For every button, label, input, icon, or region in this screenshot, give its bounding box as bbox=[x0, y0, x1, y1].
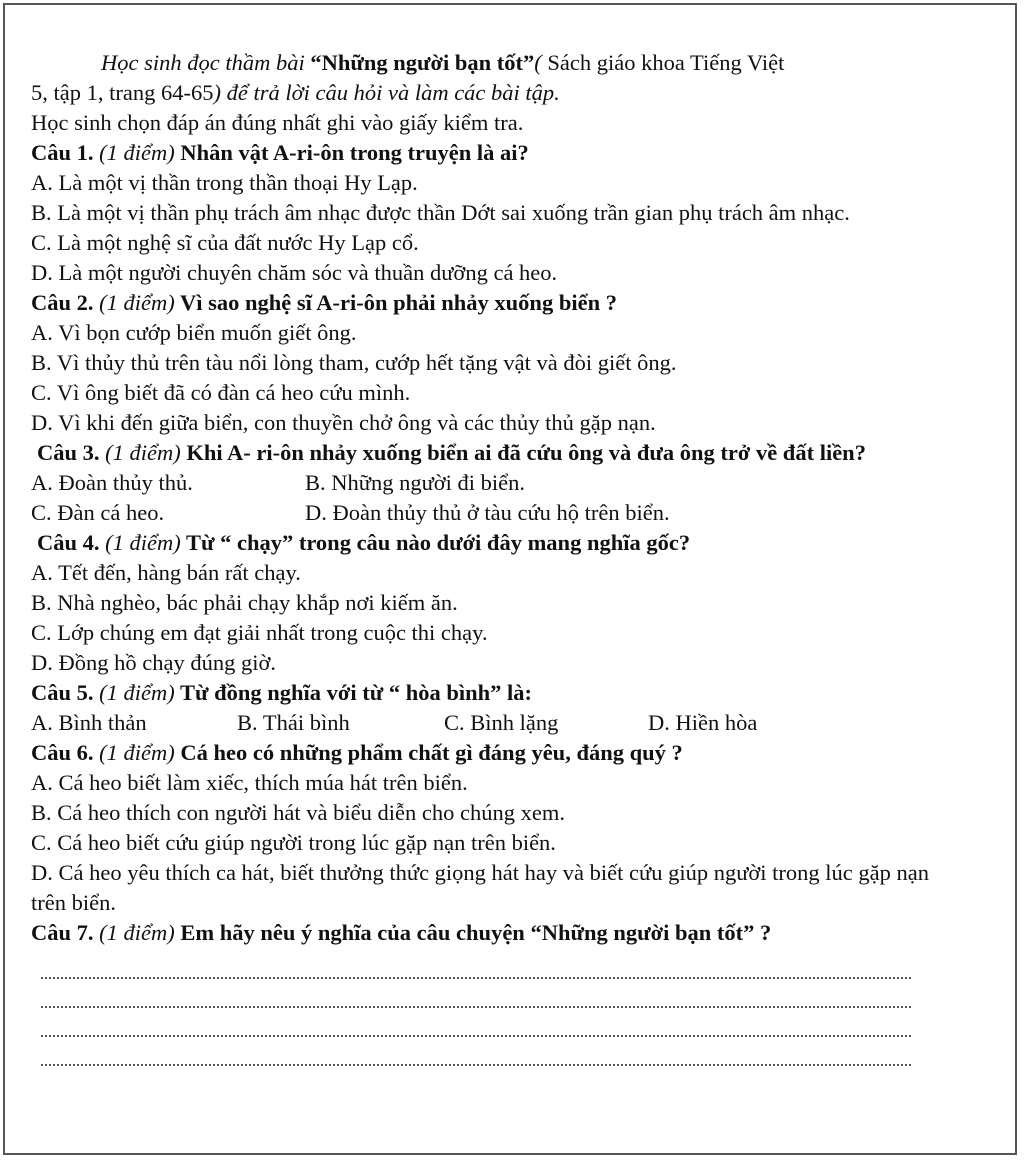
question-points: (1 điểm) bbox=[99, 290, 175, 315]
question-text: Từ đồng nghĩa với từ “ hòa bình” là: bbox=[174, 680, 533, 705]
q5-option-a: A. Bình thản bbox=[31, 710, 147, 735]
intro-line-2 bbox=[31, 78, 931, 108]
question-label: Câu 2. bbox=[31, 290, 100, 315]
q3-option-a: A. Đoàn thủy thủ. bbox=[31, 470, 193, 495]
answer-line-3[interactable] bbox=[41, 1008, 911, 1037]
intro-paren: ( bbox=[534, 50, 548, 75]
question-text: Cá heo có những phẩm chất gì đáng yêu, đáng quý ? bbox=[174, 740, 683, 765]
question-text: Vì sao nghệ sĩ A-ri-ôn phải nhảy xuống biển ? bbox=[174, 290, 617, 315]
answer-line-4[interactable] bbox=[41, 1037, 911, 1066]
q2-option-d: D. Vì khi đến giữa biển, con thuyền chở ông và các thủy thủ gặp nạn. bbox=[31, 410, 656, 435]
question-label: Câu 1. bbox=[31, 140, 100, 165]
q2-option-c: C. Vì ông biết đã có đàn cá heo cứu mình. bbox=[31, 380, 411, 405]
intro-line-3: Học sinh chọn đáp án đúng nhất ghi vào giấy kiểm tra. bbox=[31, 110, 524, 135]
story-title: “Những người bạn tốt” bbox=[310, 50, 535, 75]
question-text: Em hãy nêu ý nghĩa của câu chuyện “Những người bạn tốt” ? bbox=[174, 920, 772, 945]
answer-line-1[interactable] bbox=[41, 950, 911, 979]
worksheet bbox=[31, 48, 931, 1066]
q6-option-a: A. Cá heo biết làm xiếc, thích múa hát trên biển. bbox=[31, 770, 468, 795]
q3-options-row-2 bbox=[31, 498, 931, 528]
q2-option-a: A. Vì bọn cướp biển muốn giết ông. bbox=[31, 320, 357, 345]
question-points: (1 điểm) bbox=[105, 440, 181, 465]
q3-option-d: D. Đoàn thủy thủ ở tàu cứu hộ trên biển. bbox=[305, 500, 670, 525]
question-5 bbox=[31, 678, 931, 708]
q1-option-a: A. Là một vị thần trong thần thoại Hy Lạp. bbox=[31, 170, 418, 195]
intro-instruction: Học sinh đọc thầm bài bbox=[101, 50, 311, 75]
q4-option-b: B. Nhà nghèo, bác phải chạy khắp nơi kiếm ăn. bbox=[31, 590, 458, 615]
intro-line-1 bbox=[31, 48, 931, 78]
question-1 bbox=[31, 138, 931, 168]
q1-option-d: D. Là một người chuyên chăm sóc và thuần dưỡng cá heo. bbox=[31, 260, 558, 285]
q4-option-d: D. Đồng hồ chạy đúng giờ. bbox=[31, 650, 276, 675]
q1-option-c: C. Là một nghệ sĩ của đất nước Hy Lạp cổ. bbox=[31, 230, 419, 255]
question-points: (1 điểm) bbox=[105, 530, 181, 555]
question-points: (1 điểm) bbox=[99, 140, 175, 165]
question-3 bbox=[31, 438, 931, 468]
question-label: Câu 5. bbox=[31, 680, 100, 705]
question-label: Câu 6. bbox=[31, 740, 100, 765]
q6-option-d: D. Cá heo yêu thích ca hát, biết thưởng thức giọng hát hay và biết cứu giúp người trong lúc gặp nạn trên biển. bbox=[31, 860, 929, 915]
question-points: (1 điểm) bbox=[99, 740, 175, 765]
question-points: (1 điểm) bbox=[99, 920, 175, 945]
question-6 bbox=[31, 738, 931, 768]
textbook-name: Sách giáo khoa Tiếng Việt bbox=[547, 50, 785, 75]
q5-option-b: B. Thái bình bbox=[237, 710, 350, 735]
q5-option-c: C. Bình lặng bbox=[444, 710, 559, 735]
question-text: Khi A- ri-ôn nhảy xuống biển ai đã cứu ông và đưa ông trở về đất liền? bbox=[180, 440, 866, 465]
question-7 bbox=[31, 918, 931, 948]
question-label: Câu 3. bbox=[37, 440, 106, 465]
question-text: Nhân vật A-ri-ôn trong truyện là ai? bbox=[174, 140, 529, 165]
q1-option-b: B. Là một vị thần phụ trách âm nhạc được thần Dớt sai xuống trần gian phụ trách âm nhạc. bbox=[31, 200, 850, 225]
intro-purpose: ) để trả lời câu hỏi và làm các bài tập. bbox=[213, 80, 560, 105]
q4-option-c: C. Lớp chúng em đạt giải nhất trong cuộc thi chạy. bbox=[31, 620, 488, 645]
question-label: Câu 4. bbox=[37, 530, 106, 555]
textbook-pages: 5, tập 1, trang 64-65 bbox=[31, 80, 214, 105]
q6-option-c: C. Cá heo biết cứu giúp người trong lúc gặp nạn trên biển. bbox=[31, 830, 556, 855]
q2-option-b: B. Vì thủy thủ trên tàu nổi lòng tham, cướp hết tặng vật và đòi giết ông. bbox=[31, 350, 677, 375]
q3-option-b: B. Những người đi biển. bbox=[305, 470, 526, 495]
q3-options-row-1 bbox=[31, 468, 931, 498]
question-2 bbox=[31, 288, 931, 318]
question-4 bbox=[31, 528, 931, 558]
question-text: Từ “ chạy” trong câu nào dưới đây mang nghĩa gốc? bbox=[180, 530, 691, 555]
q5-option-d: D. Hiền hòa bbox=[648, 710, 758, 735]
q4-option-a: A. Tết đến, hàng bán rất chạy. bbox=[31, 560, 301, 585]
question-label: Câu 7. bbox=[31, 920, 100, 945]
q5-options-row bbox=[31, 708, 931, 738]
question-points: (1 điểm) bbox=[99, 680, 175, 705]
q6-option-b: B. Cá heo thích con người hát và biểu diễn cho chúng xem. bbox=[31, 800, 565, 825]
q3-option-c: C. Đàn cá heo. bbox=[31, 500, 165, 525]
answer-line-2[interactable] bbox=[41, 979, 911, 1008]
